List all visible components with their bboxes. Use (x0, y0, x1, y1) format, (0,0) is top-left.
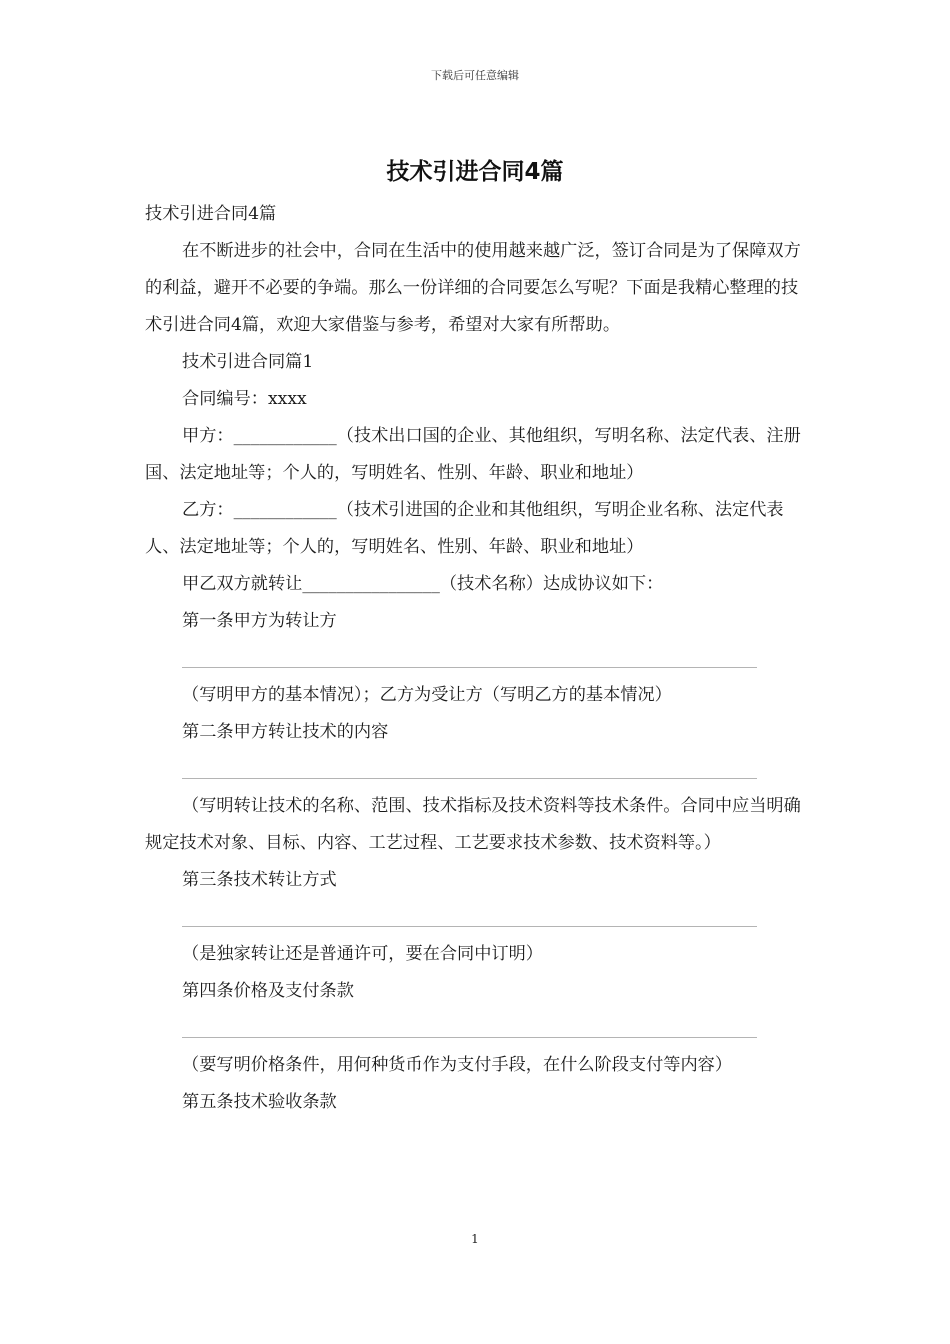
party-b-paragraph: 乙方：____________（技术引进国的企业和其他组织，写明企业名称、法定代表人、法定地址等；个人的，写明姓名、性别、年龄、职业和地址） (145, 500, 784, 557)
article-3-title: 第三条技术转让方式 (182, 870, 337, 890)
intro-paragraph: 在不断进步的社会中，合同在生活中的使用越来越广泛，签订合同是为了保障双方的利益，避开不必要的争端。那么一份详细的合同要怎么写呢？下面是我精心整理的技术引进合同4篇，欢迎大家借鉴与参考，希望对大家有所帮助。 (145, 241, 801, 335)
header-note: 下载后可任意编辑 (431, 69, 519, 82)
article-1-note: （写明甲方的基本情况）；乙方为受让方（写明乙方的基本情况） (182, 685, 672, 705)
document-body (145, 196, 807, 1121)
article-3-fill-line (145, 899, 807, 936)
article-4-title: 第四条价格及支付条款 (182, 981, 354, 1001)
article-2-title: 第二条甲方转让技术的内容 (182, 722, 389, 742)
article-2-fill-line (145, 751, 807, 788)
article-3-note: （是独家转让还是普通许可，要在合同中订明） (182, 944, 543, 964)
contract-number: 合同编号：xxxx (182, 389, 307, 409)
agreement-line: 甲乙双方就转让________________（技术名称）达成协议如下： (182, 574, 664, 594)
document-title: 技术引进合同4篇 (386, 159, 564, 185)
article-2-note: （写明转让技术的名称、范围、技术指标及技术资料等技术条件。合同中应当明确规定技术对象、目标、内容、工艺过程、工艺要求技术参数、技术资料等。） (145, 796, 801, 853)
article-4-fill-line (145, 1010, 807, 1047)
section-heading: 技术引进合同篇1 (182, 352, 314, 372)
article-5-title: 第五条技术验收条款 (182, 1092, 337, 1112)
document-subtitle: 技术引进合同4篇 (145, 204, 277, 224)
page-number: 1 (471, 1232, 479, 1246)
party-a-paragraph: 甲方：____________（技术出口国的企业、其他组织，写明名称、法定代表、注册国、法定地址等；个人的，写明姓名、性别、年龄、职业和地址） (145, 426, 801, 483)
article-4-note: （要写明价格条件，用何种货币作为支付手段，在什么阶段支付等内容） (182, 1055, 733, 1075)
article-1-fill-line (145, 640, 807, 677)
article-1-title: 第一条甲方为转让方 (182, 611, 337, 631)
